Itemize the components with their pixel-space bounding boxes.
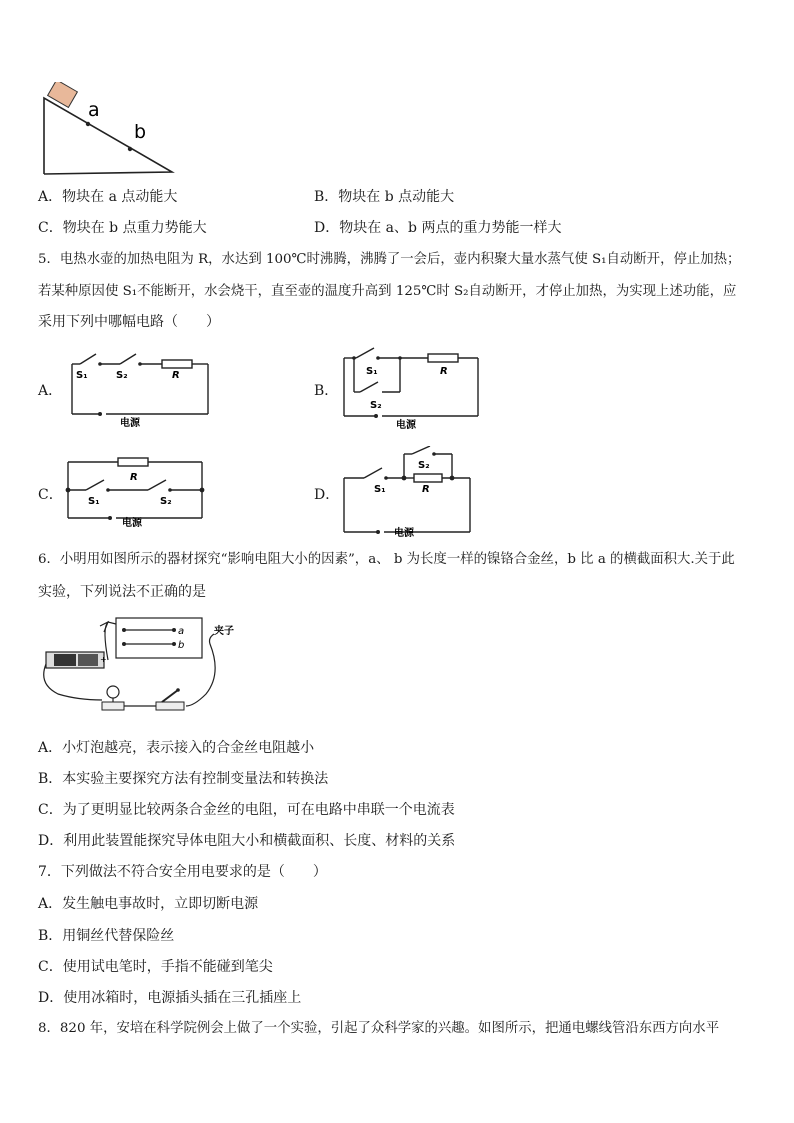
q6-option-c: C．为了更明显比较两条合金丝的电阻，可在电路中串联一个电流表 (38, 802, 455, 818)
incline-figure (36, 82, 186, 178)
circuit-d-s1: S₁ (374, 484, 386, 495)
q5-option-b: B． (314, 383, 339, 399)
lamp-base (102, 702, 124, 710)
q6-stem-line2: 实验，下列说法不正确的是 (38, 584, 206, 600)
wire-board (116, 618, 202, 658)
q5-stem-line1: 5．电热水壶的加热电阻为 R，水达到 100℃时沸腾，沸腾了一会后，壶内积聚大量水蒸气使 S₁自动断开，停止加热； (38, 252, 741, 267)
q4-option-a-text: A．物块在 a 点动能大 (38, 189, 178, 205)
circuit-a-r: R (172, 370, 180, 381)
circuit-a-s1: S₁ (76, 370, 88, 381)
q5-option-a: A． (38, 383, 63, 399)
q6-stem-line1: 6．小明用如图所示的器材探究“影响电阻大小的因素”，a、 b 为长度一样的镍铬合金丝，b 比 a 的横截面积大.关于此 (38, 552, 735, 567)
circuit-d-s2: S₂ (418, 460, 430, 471)
circuit-c-source: 电源 (122, 518, 142, 529)
q5-option-d: D． (314, 487, 340, 503)
block (48, 82, 78, 107)
point-b (128, 147, 132, 151)
circuit-b-r: R (440, 366, 448, 377)
q4-option-b-text: B．物块在 b 点动能大 (314, 189, 455, 205)
circuit-d-source: 电源 (394, 528, 414, 538)
circuit-c-s2: S₂ (160, 496, 172, 507)
wire-a-label: a (178, 626, 185, 637)
circuit-c-r: R (130, 472, 138, 483)
circuit-b-s2: S₂ (370, 400, 382, 411)
circuit-c (60, 454, 210, 530)
q7-option-a: A．发生触电事故时，立即切断电源 (38, 896, 259, 912)
circuit-a-source: 电源 (120, 418, 140, 429)
circuit-b (340, 346, 490, 434)
label-a: a (88, 99, 100, 121)
circuit-a-s2: S₂ (116, 370, 128, 381)
circuit-b-source: 电源 (396, 420, 416, 431)
clip-label: 夹子 (214, 626, 234, 637)
q6-option-b: B．本实验主要探究方法有控制变量法和转换法 (38, 771, 329, 787)
incline-outline (44, 98, 172, 174)
q7-option-d: D．使用冰箱时，电源插头插在三孔插座上 (38, 990, 302, 1006)
switch-base (156, 702, 184, 710)
lamp-bulb (107, 686, 119, 698)
q4-option-c-text: C．物块在 b 点重力势能大 (38, 220, 207, 236)
q7-option-c: C．使用试电笔时，手指不能碰到笔尖 (38, 959, 273, 975)
circuit-c-s1: S₁ (88, 496, 100, 507)
q5-stem-line3: 采用下列中哪幅电路（ ） (38, 314, 220, 330)
q5-option-c: C． (38, 487, 63, 503)
apparatus-figure (38, 614, 248, 718)
wire-b-label: b (178, 640, 185, 651)
svg-text:+: + (100, 655, 107, 664)
circuit-a (66, 346, 216, 434)
point-a (86, 122, 90, 126)
q4-option-d-text: D．物块在 a、b 两点的重力势能一样大 (314, 220, 562, 236)
q6-option-d: D．利用此装置能探究导体电阻大小和横截面积、长度、材料的关系 (38, 833, 456, 849)
q6-option-a: A．小灯泡越亮，表示接入的合金丝电阻越小 (38, 740, 315, 756)
q7-option-b: B．用铜丝代替保险丝 (38, 928, 175, 944)
q7-stem: 7．下列做法不符合安全用电要求的是（ ） (38, 864, 327, 880)
label-b: b (134, 121, 147, 143)
circuit-d (338, 446, 478, 538)
circuit-b-s1: S₁ (366, 366, 378, 377)
q8-stem-line1: 8．820 年，安培在科学院例会上做了一个实验，引起了众科学家的兴趣。如图所示，把通电螺线管沿东西方向水平 (38, 1021, 720, 1036)
q5-stem-line2: 若某种原因使 S₁不能断开，水会烧干，直至壶的温度升高到 125℃时 S₂自动断开，才停止加热，为实现上述功能，应 (38, 284, 737, 299)
circuit-d-r: R (422, 484, 430, 495)
